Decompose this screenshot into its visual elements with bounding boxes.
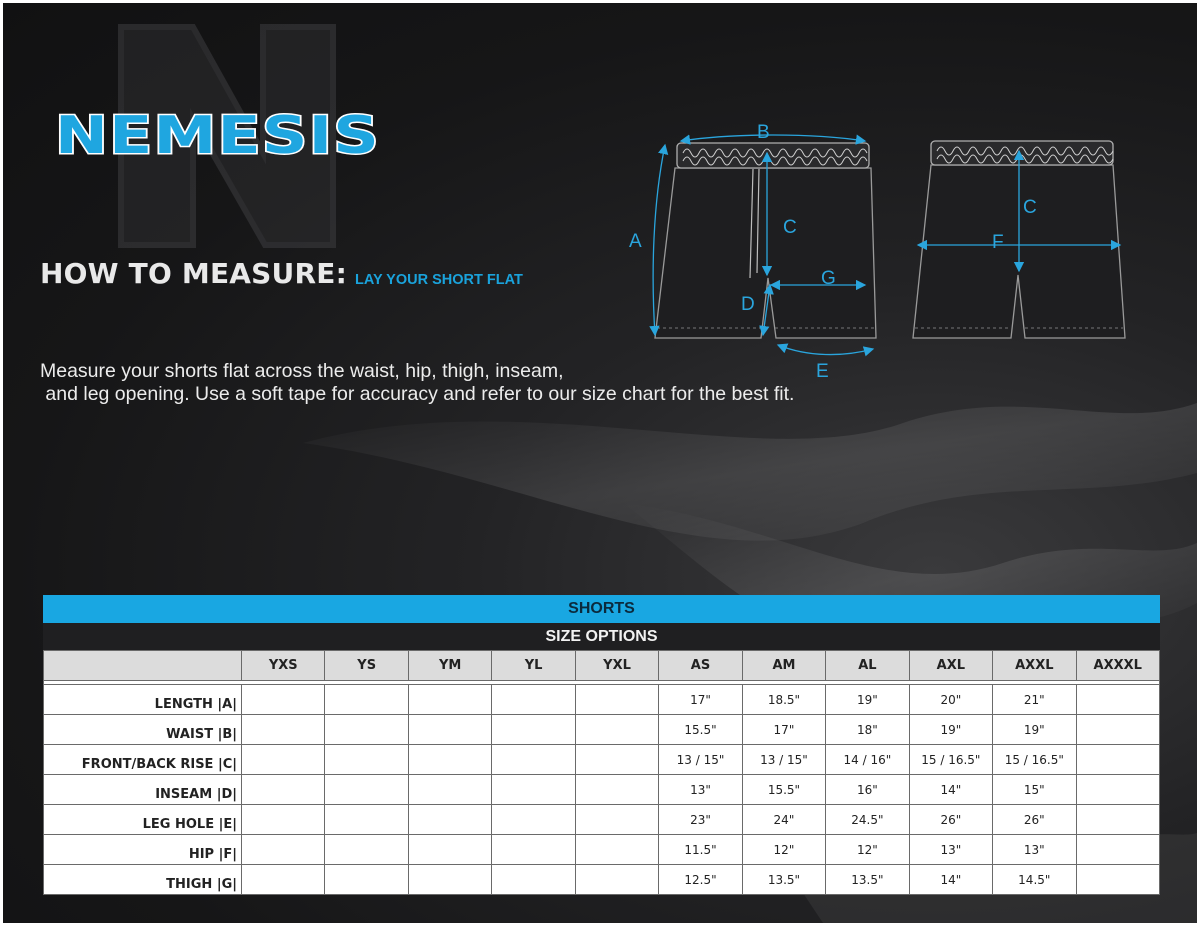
size-value-cell xyxy=(325,715,408,745)
size-value-cell xyxy=(408,745,491,775)
size-header-axl: AXL xyxy=(909,651,992,681)
size-value-cell xyxy=(408,805,491,835)
size-header-al: AL xyxy=(826,651,909,681)
size-value-cell xyxy=(325,805,408,835)
size-header-as: AS xyxy=(659,651,742,681)
brand-wordmark: NEMESIS xyxy=(55,106,380,166)
label-a: A xyxy=(629,231,642,252)
size-value-cell xyxy=(492,775,575,805)
measurement-diagram xyxy=(613,113,1133,383)
size-value-cell: 19" xyxy=(909,715,992,745)
label-c-back: C xyxy=(1023,197,1037,218)
size-value-cell: 12" xyxy=(742,835,825,865)
size-value-cell xyxy=(1076,835,1159,865)
size-value-cell xyxy=(492,685,575,715)
size-value-cell: 13" xyxy=(993,835,1076,865)
size-value-cell xyxy=(408,715,491,745)
size-value-cell xyxy=(242,865,325,895)
size-value-cell: 17" xyxy=(659,685,742,715)
size-value-cell: 21" xyxy=(993,685,1076,715)
size-header-ym: YM xyxy=(408,651,491,681)
size-value-cell: 13.5" xyxy=(742,865,825,895)
row-label: LEG HOLE |E| xyxy=(44,805,242,835)
size-value-cell xyxy=(492,865,575,895)
size-value-cell: 13.5" xyxy=(826,865,909,895)
size-header-axxl: AXXL xyxy=(993,651,1076,681)
size-value-cell: 26" xyxy=(993,805,1076,835)
size-chart-title: SHORTS xyxy=(43,595,1160,623)
page-subtitle: LAY YOUR SHORT FLAT xyxy=(355,272,523,288)
size-header-am: AM xyxy=(742,651,825,681)
size-value-cell: 14" xyxy=(909,865,992,895)
size-value-cell: 18.5" xyxy=(742,685,825,715)
row-label: WAIST |B| xyxy=(44,715,242,745)
size-value-cell: 19" xyxy=(826,685,909,715)
intro-line-1: Measure your shorts flat across the waist, hip, thigh, inseam, xyxy=(40,360,564,382)
size-value-cell xyxy=(325,865,408,895)
size-value-cell xyxy=(325,835,408,865)
size-value-cell xyxy=(575,745,658,775)
size-value-cell xyxy=(1076,745,1159,775)
size-value-cell: 15" xyxy=(993,775,1076,805)
size-value-cell: 24" xyxy=(742,805,825,835)
size-value-cell: 19" xyxy=(993,715,1076,745)
size-value-cell: 14.5" xyxy=(993,865,1076,895)
size-value-cell xyxy=(242,775,325,805)
size-value-cell: 20" xyxy=(909,685,992,715)
size-value-cell xyxy=(408,775,491,805)
size-value-cell: 18" xyxy=(826,715,909,745)
size-header-yl: YL xyxy=(492,651,575,681)
size-value-cell: 12" xyxy=(826,835,909,865)
size-value-cell xyxy=(408,685,491,715)
size-value-cell: 13 / 15" xyxy=(742,745,825,775)
intro-line-2: and leg opening. Use a soft tape for accuracy and refer to our size chart for the best fit. xyxy=(40,383,795,405)
size-value-cell xyxy=(242,715,325,745)
label-g: G xyxy=(821,268,836,289)
size-value-cell: 15.5" xyxy=(742,775,825,805)
size-chart xyxy=(43,595,1160,895)
size-value-cell xyxy=(492,745,575,775)
size-header-row xyxy=(44,651,1160,681)
table-row xyxy=(44,745,1160,775)
size-value-cell xyxy=(1076,715,1159,745)
size-value-cell xyxy=(325,685,408,715)
size-table-body xyxy=(44,681,1160,895)
size-value-cell: 13" xyxy=(659,775,742,805)
label-f: F xyxy=(992,232,1004,253)
label-e: E xyxy=(816,361,829,382)
size-value-cell xyxy=(575,835,658,865)
size-value-cell xyxy=(1076,775,1159,805)
size-value-cell xyxy=(492,715,575,745)
row-label: THIGH |G| xyxy=(44,865,242,895)
table-row xyxy=(44,835,1160,865)
size-value-cell: 23" xyxy=(659,805,742,835)
brand-logo xyxy=(49,103,389,167)
size-value-cell xyxy=(575,715,658,745)
size-chart-subtitle: SIZE OPTIONS xyxy=(43,623,1160,650)
table-row xyxy=(44,775,1160,805)
front-shorts-outline xyxy=(655,143,876,338)
size-value-cell xyxy=(242,745,325,775)
table-row xyxy=(44,685,1160,715)
size-value-cell: 16" xyxy=(826,775,909,805)
size-value-cell: 17" xyxy=(742,715,825,745)
size-value-cell xyxy=(575,775,658,805)
size-guide-page xyxy=(3,3,1197,923)
size-value-cell: 15.5" xyxy=(659,715,742,745)
label-c-front: C xyxy=(783,217,797,238)
size-value-cell: 12.5" xyxy=(659,865,742,895)
size-value-cell xyxy=(325,775,408,805)
size-header-yxl: YXL xyxy=(575,651,658,681)
size-value-cell xyxy=(1076,685,1159,715)
size-value-cell xyxy=(1076,865,1159,895)
size-value-cell: 11.5" xyxy=(659,835,742,865)
size-value-cell xyxy=(575,865,658,895)
size-value-cell: 26" xyxy=(909,805,992,835)
size-value-cell xyxy=(408,835,491,865)
size-value-cell xyxy=(575,685,658,715)
size-value-cell xyxy=(492,805,575,835)
size-value-cell: 13 / 15" xyxy=(659,745,742,775)
size-header-ys: YS xyxy=(325,651,408,681)
size-header-yxs: YXS xyxy=(242,651,325,681)
size-value-cell: 14 / 16" xyxy=(826,745,909,775)
table-row xyxy=(44,715,1160,745)
size-value-cell xyxy=(325,745,408,775)
size-value-cell xyxy=(1076,805,1159,835)
size-value-cell: 15 / 16.5" xyxy=(909,745,992,775)
size-value-cell xyxy=(575,805,658,835)
label-b: B xyxy=(757,122,770,143)
size-value-cell: 24.5" xyxy=(826,805,909,835)
size-value-cell xyxy=(408,865,491,895)
size-value-cell: 13" xyxy=(909,835,992,865)
size-header-axxxl: AXXXL xyxy=(1076,651,1159,681)
size-value-cell: 14" xyxy=(909,775,992,805)
size-value-cell xyxy=(492,835,575,865)
row-label: HIP |F| xyxy=(44,835,242,865)
size-table xyxy=(43,650,1160,895)
table-row xyxy=(44,805,1160,835)
size-value-cell xyxy=(242,805,325,835)
row-label: FRONT/BACK RISE |C| xyxy=(44,745,242,775)
size-value-cell xyxy=(242,835,325,865)
row-label: LENGTH |A| xyxy=(44,685,242,715)
size-value-cell xyxy=(242,685,325,715)
table-row xyxy=(44,865,1160,895)
size-value-cell: 15 / 16.5" xyxy=(993,745,1076,775)
row-label: INSEAM |D| xyxy=(44,775,242,805)
label-d: D xyxy=(741,294,755,315)
page-title: HOW TO MEASURE: xyxy=(40,257,347,290)
header-corner xyxy=(44,651,242,681)
